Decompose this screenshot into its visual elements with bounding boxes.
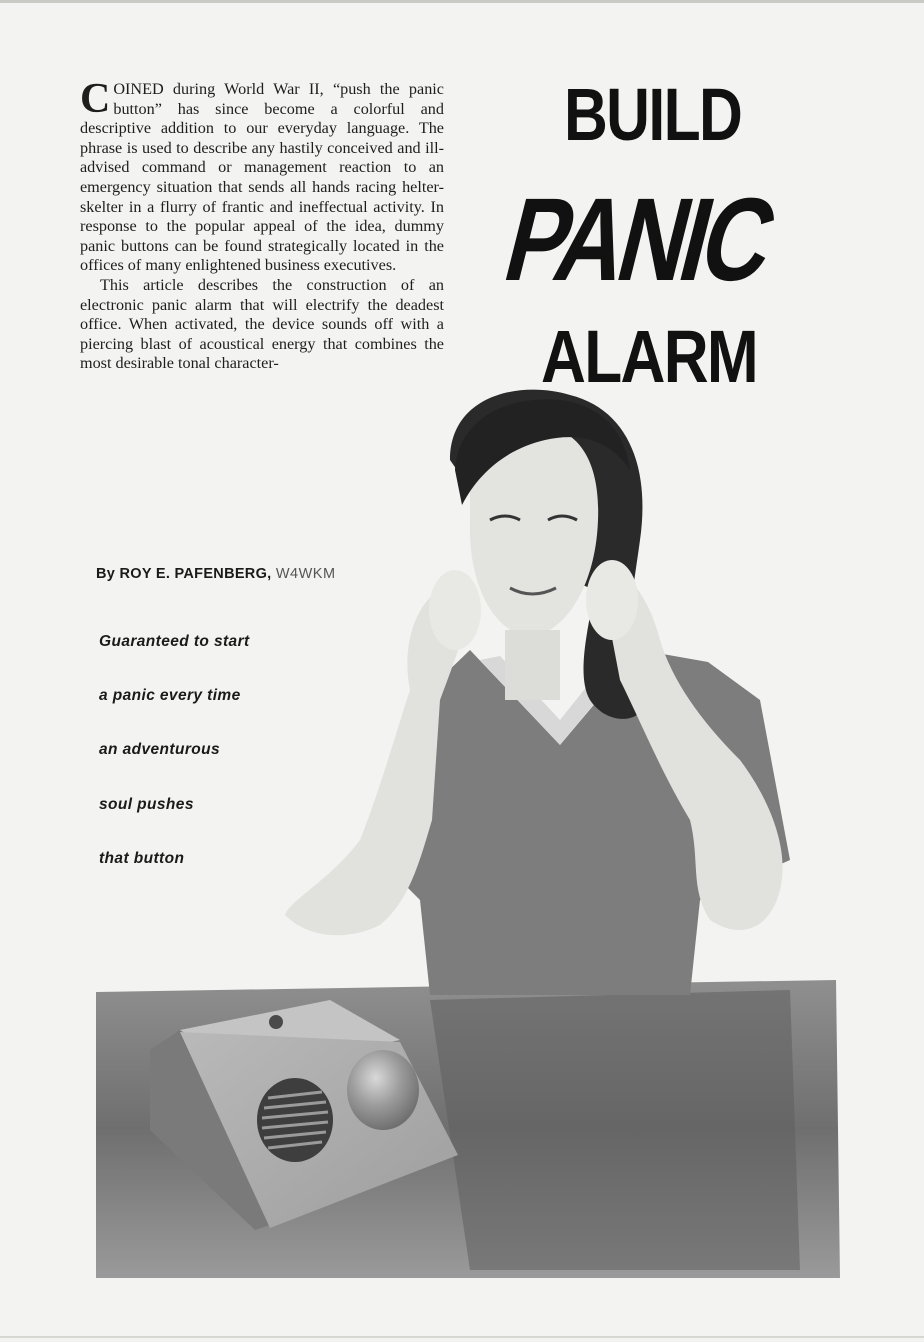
scan-edge-bottom (0, 1336, 924, 1338)
article-body (80, 76, 444, 374)
paragraph-second: This article describes the construction of an electronic panic alarm that will electrify the deadest office. When activated, the device sounds off with a piercing blast of acoustical energy that combines the most desirable tonal character- (80, 275, 444, 373)
paragraph-intro-text: OINED during World War II, “push the panic button” has since become a colorful and descriptive addition to our everyday language. The phrase is used to describe any hastily conceived and ill-advised command or management reaction to an emergency situation that sends all hands racing helter-skelter in a flurry of frantic and ineffectual activity. In response to the popular appeal of the idea, dummy panic buttons can be found strategically located in the offices of many enlightened business executives. (80, 80, 444, 275)
desk-reflection (430, 990, 800, 1270)
byline (96, 566, 336, 582)
tagline-line: an adventurous (99, 741, 221, 758)
paragraph-intro (80, 76, 444, 276)
author-callsign: W4WKM (275, 566, 336, 582)
tagline-line: a panic every time (99, 687, 241, 704)
byline-by: By (96, 566, 116, 582)
svg-text:PANIC: PANIC (493, 174, 855, 306)
drop-cap: C (80, 76, 111, 122)
tagline-line: soul pushes (99, 796, 194, 813)
title-panic-lettering (493, 142, 855, 312)
tagline-line: that button (99, 850, 185, 867)
title-build: BUILD (564, 73, 742, 156)
author-name: ROY E. PAFENBERG, (119, 566, 272, 582)
panic-lamp (347, 1050, 419, 1130)
title-alarm: ALARM (541, 315, 758, 398)
tagline-line: Guaranteed to start (99, 633, 250, 650)
